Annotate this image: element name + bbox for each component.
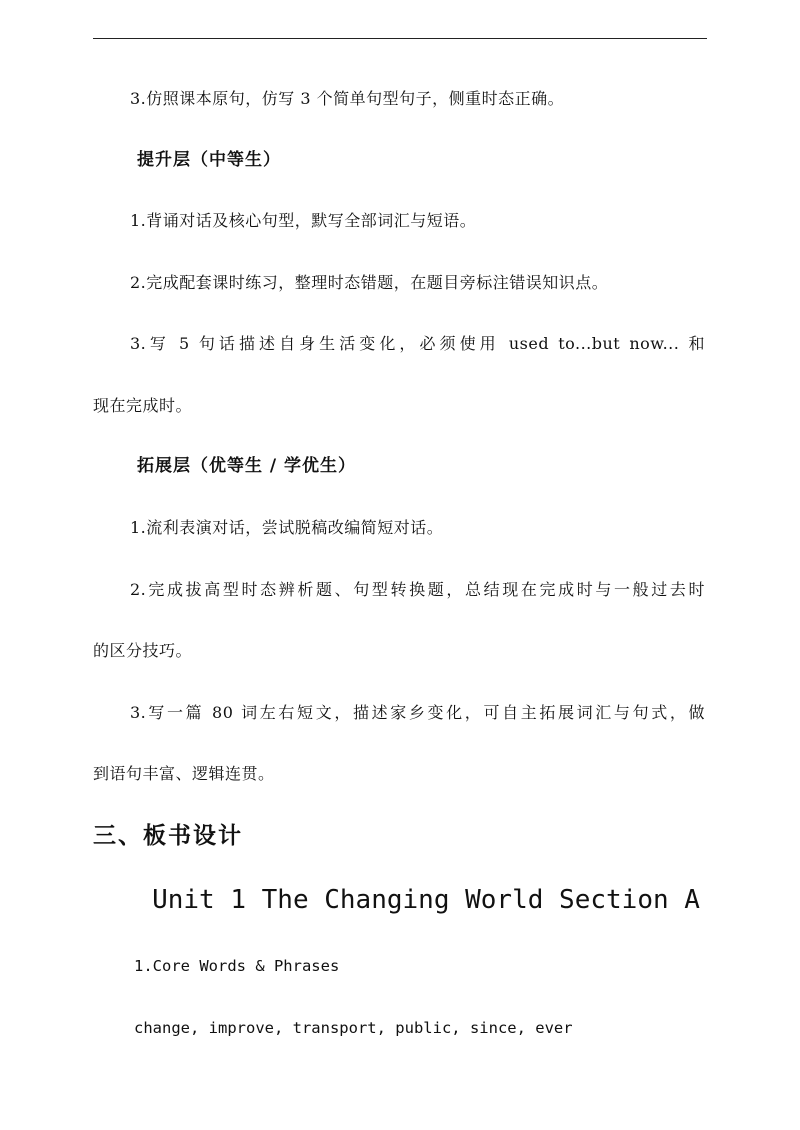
advanced-item-3-line-1: 3.写一篇 80 词左右短文，描述家乡变化，可自主拓展词汇与句式，做 — [130, 703, 705, 722]
advanced-item-1: 1.流利表演对话，尝试脱稿改编简短对话。 — [130, 518, 444, 537]
board-unit-title: Unit 1 The Changing World Section A — [152, 885, 700, 915]
advanced-item-2-line-1: 2.完成拔高型时态辨析题、句型转换题，总结现在完成时与一般过去时 — [130, 580, 705, 599]
header-rule — [93, 38, 707, 39]
middle-item-3-line-1: 3.写 5 句话描述自身生活变化，必须使用 used to...but now... 和 — [130, 334, 705, 353]
core-words-heading: 1.Core Words & Phrases — [134, 957, 340, 975]
middle-item-1: 1.背诵对话及核心句型，默写全部词汇与短语。 — [130, 211, 477, 230]
basic-item-3: 3.仿照课本原句，仿写 3 个简单句型句子，侧重时态正确。 — [130, 89, 565, 108]
advanced-item-2-line-2: 的区分技巧。 — [93, 641, 193, 660]
section-title-board-design: 三、板书设计 — [93, 823, 243, 849]
middle-item-3-line-2: 现在完成时。 — [93, 396, 193, 415]
core-words-list: change, improve, transport, public, since, ever — [134, 1019, 573, 1037]
middle-item-2: 2.完成配套课时练习，整理时态错题，在题目旁标注错误知识点。 — [130, 273, 609, 292]
middle-tier-heading: 提升层（中等生） — [137, 150, 281, 170]
advanced-item-3-line-2: 到语句丰富、逻辑连贯。 — [93, 764, 275, 783]
advanced-tier-heading: 拓展层（优等生 / 学优生） — [137, 456, 357, 476]
